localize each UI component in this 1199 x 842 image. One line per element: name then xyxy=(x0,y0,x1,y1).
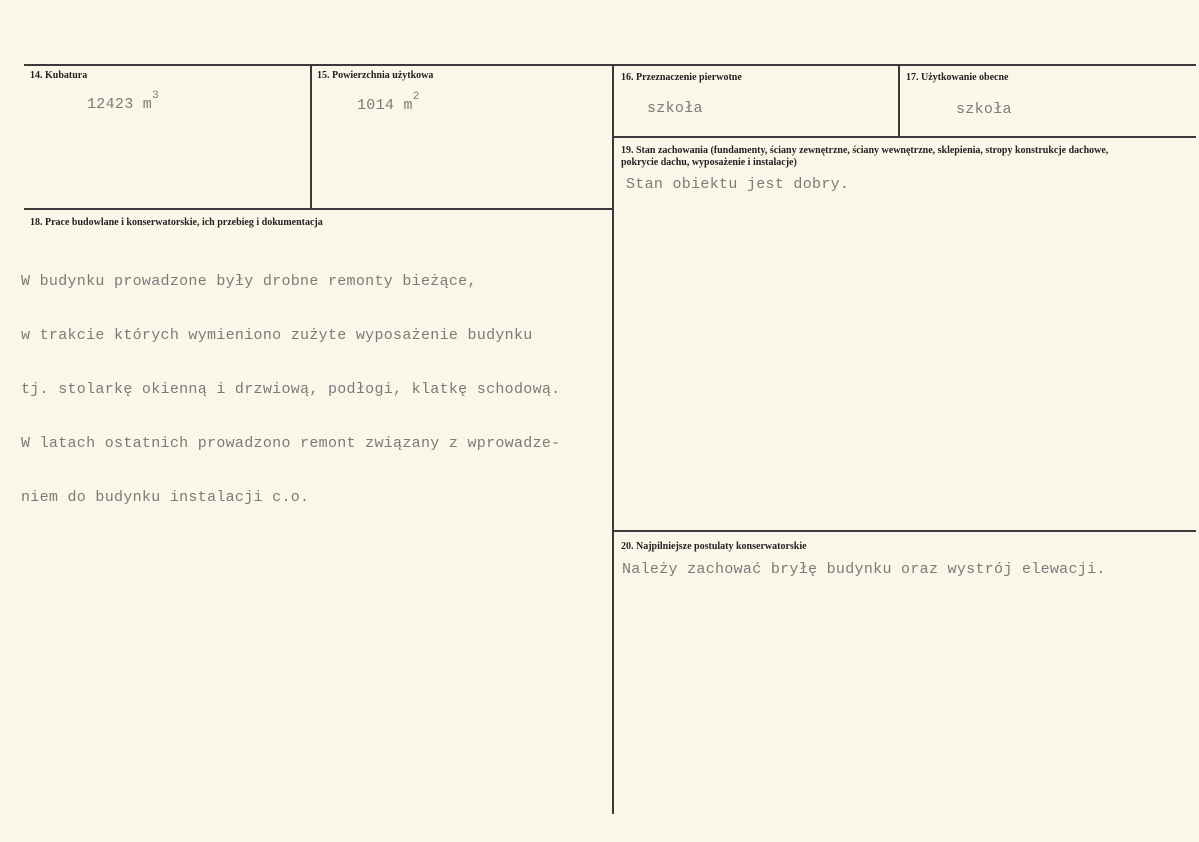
field-20-value: Należy zachować bryłę budynku oraz wystrój elewacji. xyxy=(622,561,1106,578)
field-18-line-5: niem do budynku instalacji c.o. xyxy=(21,489,310,506)
divider-col-16-17 xyxy=(898,64,900,138)
field-17-label: 17. Użytkowanie obecne xyxy=(906,72,1009,83)
divider-row1-left xyxy=(24,208,614,210)
field-18-line-4: W latach ostatnich prowadzono remont związany z wprowadze- xyxy=(21,435,561,452)
field-19-label: 19. Stan zachowania (fundamenty, ściany zewnętrzne, ściany wewnętrzne, sklepienia, stropy konstrukcje dachowe, pokrycie dachu, wyposażenie i instalacje) xyxy=(621,145,1109,168)
field-15-label: 15. Powierzchnia użytkowa xyxy=(317,70,434,81)
field-15-value-text: 1014 m xyxy=(357,97,413,114)
field-16-label: 16. Przeznaczenie pierwotne xyxy=(621,72,742,83)
field-14-label: 14. Kubatura xyxy=(30,70,88,81)
field-18-line-3: tj. stolarkę okienną i drzwiową, podłogi, klatkę schodową. xyxy=(21,381,561,398)
field-18-label: 18. Prace budowlane i konserwatorskie, ich przebieg i dokumentacja xyxy=(30,217,323,228)
field-14-unit-exponent: 3 xyxy=(152,90,160,102)
divider-section20 xyxy=(613,530,1196,532)
field-15-unit-exponent: 2 xyxy=(412,91,420,103)
divider-col-14-15 xyxy=(310,64,312,210)
field-15-value xyxy=(357,91,420,114)
field-19-value: Stan obiektu jest dobry. xyxy=(626,176,850,193)
field-18-line-1: W budynku prowadzone były drobne remonty bieżące, xyxy=(21,273,477,290)
top-border xyxy=(24,64,1196,66)
field-14-value-text: 12423 m xyxy=(87,96,153,113)
field-14-value xyxy=(87,90,160,113)
field-18-line-2: w trakcie których wymieniono zużyte wyposażenie budynku xyxy=(21,327,533,344)
field-17-value: szkoła xyxy=(956,101,1012,118)
divider-main-vertical xyxy=(612,64,614,814)
field-20-label: 20. Najpilniejsze postulaty konserwatorskie xyxy=(621,541,807,552)
divider-row1-right xyxy=(613,136,1196,138)
field-16-value: szkoła xyxy=(647,100,703,117)
field-18-text xyxy=(21,237,560,525)
